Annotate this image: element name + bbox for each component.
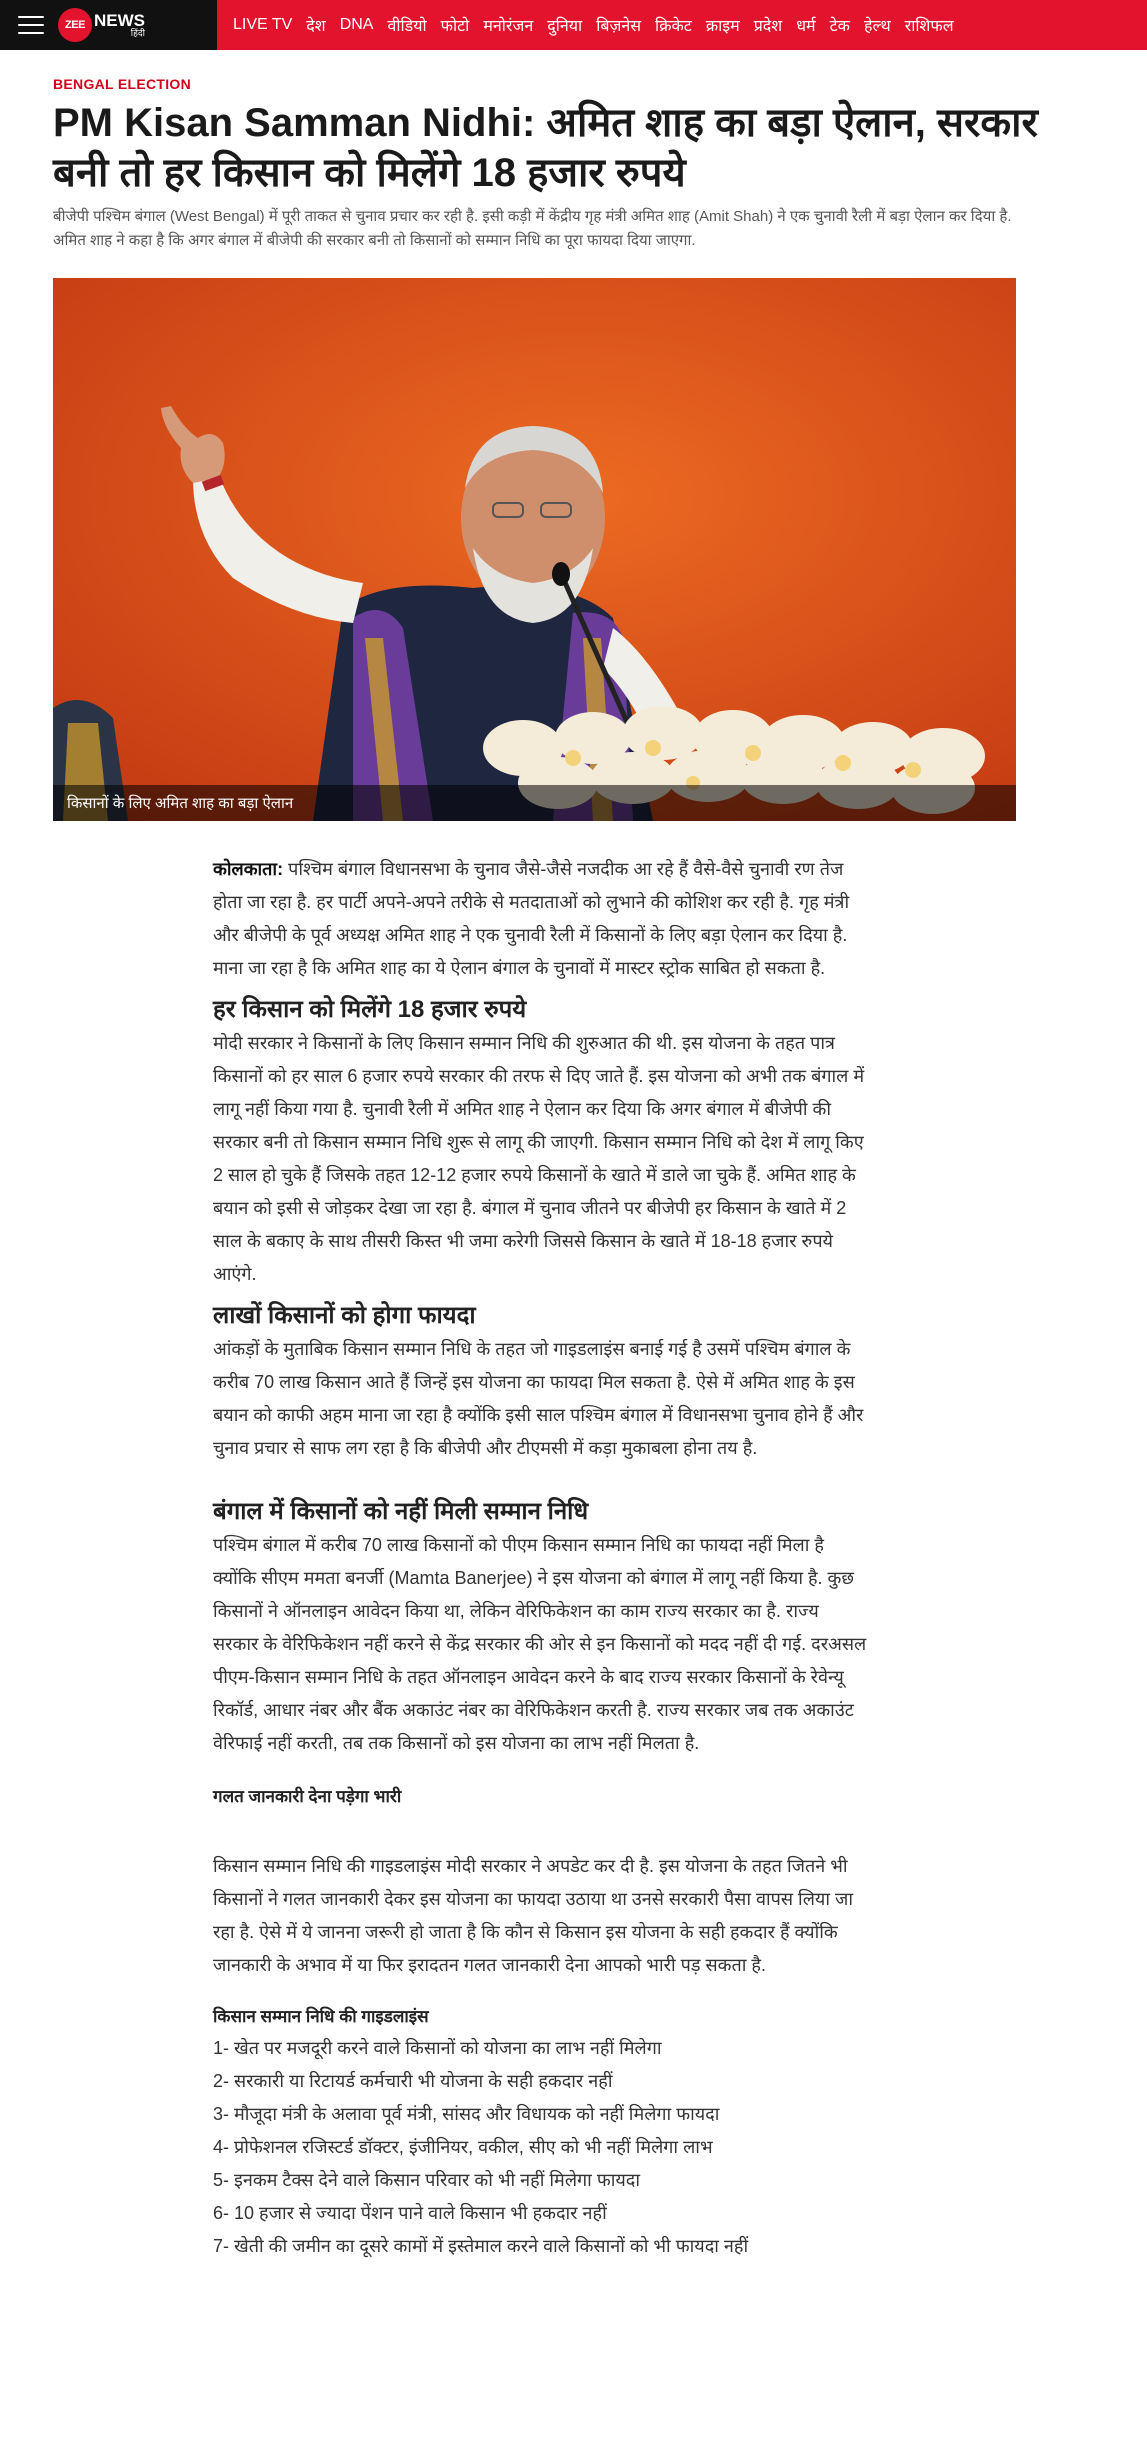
logo-wordmark bbox=[94, 12, 145, 38]
brand-area bbox=[0, 0, 217, 50]
nav-link-horoscope[interactable]: राशिफल bbox=[904, 18, 954, 35]
guidelines-heading: किसान सम्मान निधि की गाइडलाइंस bbox=[213, 2007, 429, 2026]
guideline-item: 4- प्रोफेशनल रजिस्टर्ड डॉक्टर, इंजीनियर, वकील, सीए को भी नहीं मिलेगा लाभ bbox=[213, 2137, 713, 2157]
speaker-illustration bbox=[53, 278, 1016, 821]
logo-news-text: NEWS bbox=[94, 11, 145, 30]
section4-paragraph: किसान सम्मान निधि की गाइडलाइंस मोदी सरकार ने अपडेट कर दी है. इस योजना के तहत जितने भी किसानों ने गलत जानकारी देकर इस योजना का फायदा उठाया था उनसे सरकारी पैसा वापस लिया जा रहा है. ऐसे में ये जानना जरूरी हो जाता है कि कौन से किसान इस योजना के सही हकदार हैं क्योंकि जानकारी के अभाव में या फिर इरादतन गलत जानकारी देना आपको भारी पड़ सकता है. bbox=[213, 1856, 854, 1975]
article-summary: बीजेपी पश्चिम बंगाल (West Bengal) में पूरी ताकत से चुनाव प्रचार कर रही है. इसी कड़ी में केंद्रीय गृह मंत्री अमित शाह (Amit Shah) ने एक चुनावी रैली में बड़ा ऐलान कर दिया है. अमित शाह ने कहा है कि अगर बंगाल में बीजेपी की सरकार बनी तो किसानों को सम्मान निधि का पूरा फायदा दिया जाएगा. bbox=[53, 208, 1012, 249]
guideline-item: 6- 10 हजार से ज्यादा पेंशन पाने वाले किसान भी हकदार नहीं bbox=[213, 2203, 607, 2223]
article-body bbox=[213, 853, 868, 2263]
section3-paragraph: पश्चिम बंगाल में करीब 70 लाख किसानों को पीएम किसान सम्मान निधि का फायदा नहीं मिला है क्योंकि सीएम ममता बनर्जी (Mamta Banerjee) ने इस योजना को बंगाल में लागू नहीं किया है. कुछ किसानों ने ऑनलाइन आवेदन किया था, लेकिन वेरिफिकेशन का काम राज्य सरकार का है. राज्य सरकार के वेरिफिकेशन नहीं करने से केंद्र सरकार की ओर से इन किसानों को मदद नहीं दी गई. दरअसल पीएम-किसान सम्मान निधि के तहत ऑनलाइन आवेदन करने के बाद राज्य सरकार किसानों के रेवेन्यू रिकॉर्ड, आधार नंबर और बैंक अकाउंट नंबर का वेरिफिकेशन करती है. राज्य सरकार जब तक अकाउंट वेरिफाई नहीं करती, तब तक किसानों को इस योजना का लाभ नहीं मिलता है. bbox=[213, 1535, 867, 1753]
article-headline: PM Kisan Samman Nidhi: अमित शाह का बड़ा ऐलान, सरकार बनी तो हर किसान को मिलेंगे 18 हजार रुपये bbox=[53, 101, 1038, 195]
site-logo[interactable] bbox=[58, 8, 145, 42]
logo-sub-text: हिंदी bbox=[130, 28, 145, 38]
primary-nav bbox=[217, 14, 954, 36]
nav-link-crime[interactable]: क्राइम bbox=[705, 18, 740, 35]
nav-link-business[interactable]: बिज़नेस bbox=[596, 18, 642, 35]
guideline-item: 7- खेती की जमीन का दूसरे कामों में इस्तेमाल करने वाले किसानों को भी फायदा नहीं bbox=[213, 2236, 749, 2256]
section2-paragraph: आंकड़ों के मुताबिक किसान सम्मान निधि के तहत जो गाइडलाइंस बनाई गई है उसमें पश्चिम बंगाल के करीब 70 लाख किसान आते हैं जिन्हें इस योजना का फायदा मिल सकता है. ऐसे में अमित शाह के इस बयान को काफी अहम माना जा रहा है क्योंकि इसी साल पश्चिम बंगाल में विधानसभा चुनाव होने हैं और चुनाव प्रचार से साफ लग रहा है कि बीजेपी और टीएमसी में कड़ा मुकाबला होना तय है. bbox=[213, 1339, 864, 1458]
guideline-item: 2- सरकारी या रिटायर्ड कर्मचारी भी योजना के सही हकदार नहीं bbox=[213, 2071, 613, 2091]
section1-paragraph: मोदी सरकार ने किसानों के लिए किसान सम्मान निधि की शुरुआत की थी. इस योजना के तहत पात्र किसानों को हर साल 6 हजार रुपये सरकार की तरफ से दिए जाते हैं. इस योजना को अभी तक बंगाल में लागू नहीं किया गया है. चुनावी रैली में अमित शाह ने ऐलान कर दिया कि अगर बंगाल में बीजेपी की सरकार बनी तो किसान सम्मान निधि शुरू से लागू की जाएगी. किसान सम्मान निधि को देश में लागू किए 2 साल हो चुके हैं जिसके तहत 12-12 हजार रुपये किसानों के खाते में डाले जा चुके हैं. अमित शाह के बयान को इसी से जोड़कर देखा जा रहा है. बंगाल में चुनाव जीतने पर बीजेपी हर किसान के खाते में 2 साल के बकाए के साथ तीसरी किस्त भी जमा करेगी जिससे किसान के खाते में 18-18 हजार रुपये आएंगे. bbox=[213, 1033, 865, 1284]
nav-link-tech[interactable]: टेक bbox=[829, 18, 850, 35]
nav-link-live-tv[interactable]: LIVE TV bbox=[233, 16, 293, 33]
nav-link-health[interactable]: हेल्थ bbox=[863, 18, 891, 35]
nav-link-entertainment[interactable]: मनोरंजन bbox=[483, 18, 534, 35]
nav-link-state[interactable]: प्रदेश bbox=[753, 18, 783, 35]
dateline: कोलकाता: bbox=[213, 859, 284, 879]
guideline-item: 5- इनकम टैक्स देने वाले किसान परिवार को भी नहीं मिलेगा फायदा bbox=[213, 2170, 641, 2190]
nav-link-photo[interactable]: फोटो bbox=[440, 18, 470, 35]
nav-link-video[interactable]: वीडियो bbox=[387, 18, 427, 35]
nav-link-cricket[interactable]: क्रिकेट bbox=[655, 18, 692, 35]
nav-link-dna[interactable]: DNA bbox=[339, 16, 374, 33]
nav-link-world[interactable]: दुनिया bbox=[547, 18, 583, 35]
intro-paragraph bbox=[213, 853, 868, 985]
section-heading-wrong-info: गलत जानकारी देना पड़ेगा भारी bbox=[213, 1787, 402, 1806]
guideline-item: 3- मौजूदा मंत्री के अलावा पूर्व मंत्री, सांसद और विधायक को नहीं मिलेगा फायदा bbox=[213, 2104, 720, 2124]
top-nav-bar bbox=[0, 0, 1147, 50]
article-kicker[interactable]: BENGAL ELECTION bbox=[53, 76, 192, 92]
guidelines-list bbox=[213, 2032, 868, 2263]
hero-image bbox=[53, 278, 1016, 821]
guideline-item: 1- खेत पर मजदूरी करने वाले किसानों को योजना का लाभ नहीं मिलेगा bbox=[213, 2038, 662, 2058]
image-caption: किसानों के लिए अमित शाह का बड़ा ऐलान bbox=[53, 785, 1016, 821]
section-heading-18000: हर किसान को मिलेंगे 18 हजार रुपये bbox=[213, 996, 527, 1023]
section-heading-bengal-farmers: बंगाल में किसानों को नहीं मिली सम्मान निधि bbox=[213, 1498, 589, 1525]
nav-link-desh[interactable]: देश bbox=[306, 18, 326, 35]
nav-link-religion[interactable]: धर्म bbox=[796, 18, 816, 35]
menu-icon[interactable] bbox=[18, 16, 44, 34]
logo-badge: ZEE bbox=[58, 8, 92, 42]
section-heading-lakhs-farmers: लाखों किसानों को होगा फायदा bbox=[213, 1302, 476, 1329]
intro-text: पश्चिम बंगाल विधानसभा के चुनाव जैसे-जैसे नजदीक आ रहे हैं वैसे-वैसे चुनावी रण तेज होता जा रहा है. हर पार्टी अपने-अपने तरीके से मतदाताओं को लुभाने की कोशिश कर रही है. गृह मंत्री और बीजेपी के पूर्व अध्यक्ष अमित शाह ने एक चुनावी रैली में किसानों के लिए बड़ा ऐलान कर दिया है. माना जा रहा है कि अमित शाह का ये ऐलान बंगाल के चुनावों में मास्टर स्ट्रोक साबित हो सकता है. bbox=[213, 859, 850, 978]
